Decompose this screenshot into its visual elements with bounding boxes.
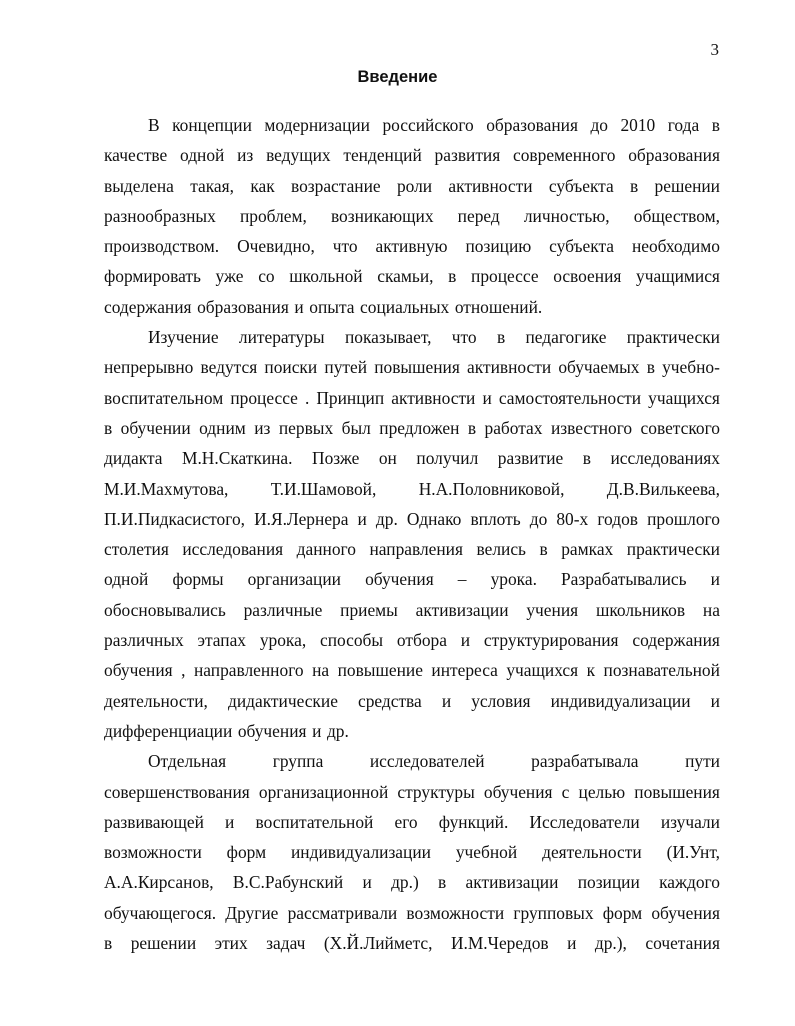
text-line: воспитательном процессе . Принцип активности и самостоятельности учащихся [104, 387, 720, 408]
text-line: непрерывно ведутся поиски путей повышения активности обучаемых в учебно- [104, 357, 720, 378]
text-line: дифференциации обучения и др. [104, 720, 349, 741]
text-line: возможности форм индивидуализации учебной деятельности (И.Унт, [104, 842, 720, 863]
page-number: 3 [710, 40, 719, 59]
text-line: формировать уже со школьной скамьи, в процессе освоения учащимися [104, 266, 720, 287]
text-line: развивающей и воспитательной его функций. Исследователи изучали [104, 811, 720, 832]
body-text [104, 110, 720, 958]
text-line: разнообразных проблем, возникающих перед личностью, обществом, [104, 205, 720, 226]
text-line: Отдельная группа исследователей разрабатывала пути [148, 751, 720, 772]
text-line: В концепции модернизации российского образования до 2010 года в [148, 115, 720, 135]
text-line: качестве одной из ведущих тенденций развития современного образования [104, 145, 720, 166]
text-line: столетия исследования данного направления велись в рамках практически [104, 539, 720, 560]
text-line: обучения , направленного на повышение интереса учащихся к познавательной [104, 660, 720, 681]
text-line: в решении этих задач (Х.Й.Лийметс, И.М.Чередов и др.), сочетания [104, 933, 720, 954]
text-line: одной формы организации обучения – урока. Разрабатывались и [104, 569, 720, 590]
text-line: в обучении одним из первых был предложен в работах известного советского [104, 417, 720, 438]
text-line: деятельности, дидактические средства и условия индивидуализации и [104, 690, 720, 711]
text-line: М.И.Махмутова, Т.И.Шамовой, Н.А.Половниковой, Д.В.Вилькеева, [104, 478, 720, 499]
text-line: содержания образования и опыта социальных отношений. [104, 296, 543, 317]
text-line: различных этапах урока, способы отбора и структурирования содержания [104, 630, 720, 651]
text-line: дидакта М.Н.Скаткина. Позже он получил развитие в исследованиях [104, 448, 720, 469]
text-line: обучающегося. Другие рассматривали возможности групповых форм обучения [104, 902, 720, 923]
page-title: Введение [357, 68, 438, 86]
text-line: обосновывались различные приемы активизации учения школьников на [104, 599, 720, 620]
text-line: производством. Очевидно, что активную позицию субъекта необходимо [104, 236, 720, 257]
text-line: выделена такая, как возрастание роли активности субъекта в решении [104, 175, 720, 196]
text-line: А.А.Кирсанов, В.С.Рабунский и др.) в активизации позиции каждого [104, 872, 720, 893]
text-line: совершенствования организационной структуры обучения с целью повышения [104, 781, 720, 802]
text-line: П.И.Пидкасистого, И.Я.Лернера и др. Однако вплоть до 80-х годов прошлого [104, 508, 720, 529]
text-line: Изучение литературы показывает, что в педагогике практически [148, 327, 720, 348]
